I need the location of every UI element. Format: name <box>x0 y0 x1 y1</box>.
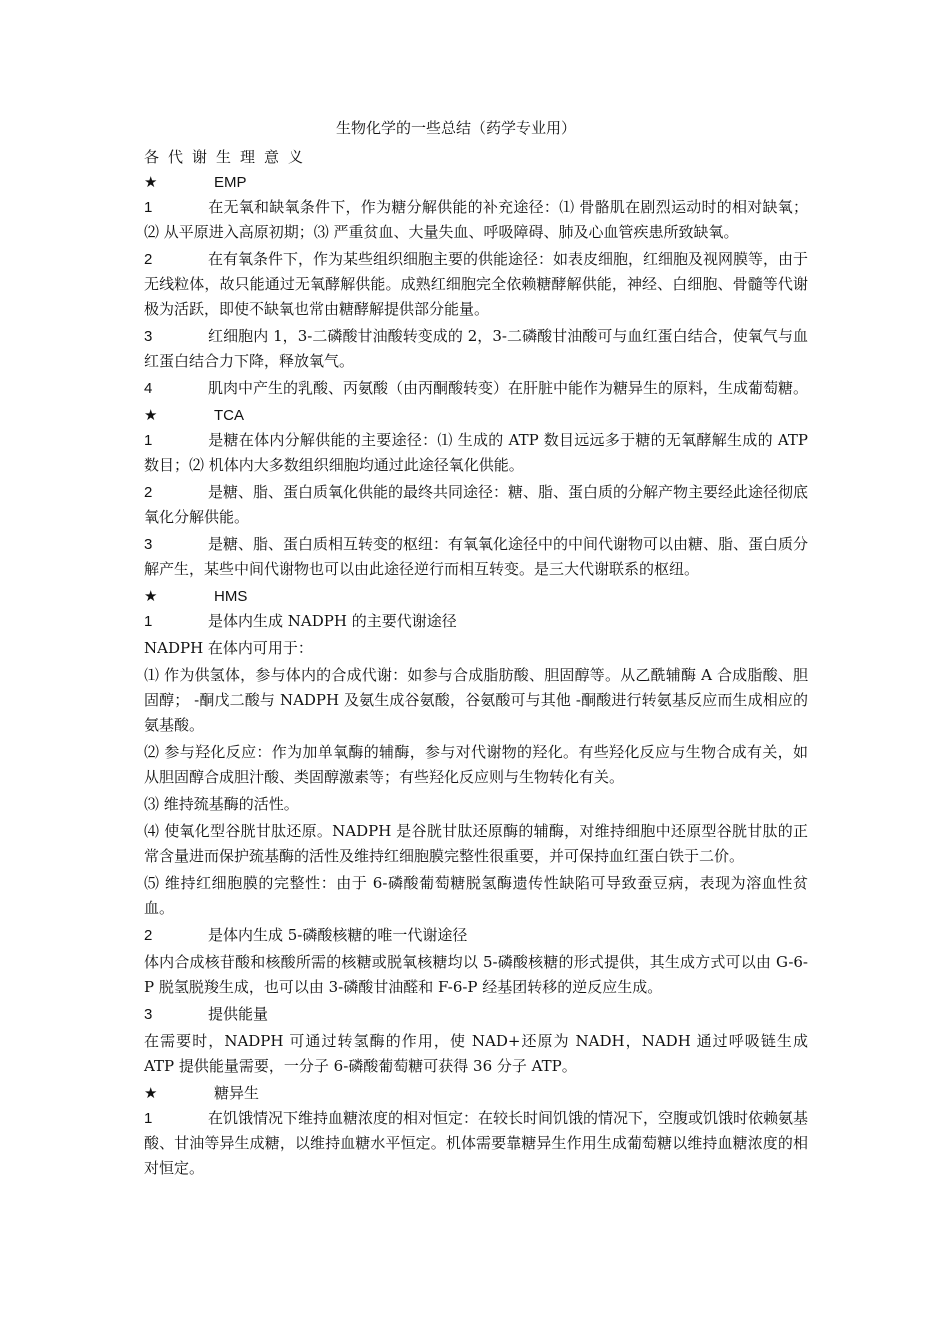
list-item: 3 是糖、脂、蛋白质相互转变的枢纽：有氧氧化途径中的中间代谢物可以由糖、脂、蛋白质分解产生，某些中间代谢物也可以由此途径逆行而相互转变。是三大代谢联系的枢纽。 <box>144 535 809 578</box>
list-item: 1 是体内生成 NADPH 的主要代谢途径 <box>144 612 457 630</box>
heading-label: EMP <box>214 174 247 191</box>
heading-label: 糖异生 <box>214 1085 260 1102</box>
document-content <box>144 116 808 1183</box>
list-item: 3 提供能量 <box>144 1005 269 1023</box>
list-item: 2 在有氧条件下，作为某些组织细胞主要的供能途径：如表皮细胞，红细胞及视网膜等，由于无线粒体，故只能通过无氧酵解供能。成熟红细胞完全依赖糖酵解供能，神经、白细胞、骨髓等代谢极为活跃，即使不缺氧也常由糖酵解提供部分能量。 <box>144 250 809 318</box>
star-icon: ★ <box>144 173 158 191</box>
heading-tca <box>144 403 808 428</box>
heading-label: TCA <box>214 407 244 424</box>
list-item: 4 肌肉中产生的乳酸、丙氨酸（由丙酮酸转变）在肝脏中能作为糖异生的原料，生成葡萄糖。 <box>144 379 809 397</box>
heading-hms <box>144 584 808 609</box>
paragraph: 体内合成核苷酸和核酸所需的核糖或脱氧核糖均以 5-磷酸核糖的形式提供，其生成方式可以由 G-6-P 脱氢脱羧生成，也可以由 3-磷酸甘油醛和 F-6-P 经基团转移的逆反应生成。 <box>144 953 808 996</box>
sub-item: ⑷ 使氧化型谷胱甘肽还原。NADPH 是谷胱甘肽还原酶的辅酶，对维持细胞中还原型谷胱甘肽的正常含量进而保护巯基酶的活性及维持红细胞膜完整性很重要，并可保持血红蛋白铁于二价。 <box>144 822 808 865</box>
sub-item: ⑸ 维持红细胞膜的完整性：由于 6-磷酸葡萄糖脱氢酶遗传性缺陷可导致蚕豆病，表现为溶血性贫血。 <box>144 874 808 917</box>
list-item: 1 是糖在体内分解供能的主要途径：⑴ 生成的 ATP 数目远远多于糖的无氧酵解生成的 ATP 数目；⑵ 机体内大多数组织细胞均通过此途径氧化供能。 <box>144 431 808 474</box>
sub-item: ⑵ 参与羟化反应：作为加单氧酶的辅酶，参与对代谢物的羟化。有些羟化反应与生物合成有关，如从胆固醇合成胆汁酸、类固醇激素等；有些羟化反应则与生物转化有关。 <box>144 743 808 786</box>
list-item: 2 是体内生成 5-磷酸核糖的唯一代谢途径 <box>144 926 468 944</box>
sub-item: ⑴ 作为供氢体，参与体内的合成代谢：如参与合成脂肪酸、胆固醇等。从乙酰辅酶 A 合成脂酸、胆固醇； -酮戊二酸与 NADPH 及氨生成谷氨酸，谷氨酸可与其他 -酮酸进行转氨基反应而生成相应的氨基酸。 <box>144 666 808 734</box>
list-item: 2 是糖、脂、蛋白质氧化供能的最终共同途径：糖、脂、蛋白质的分解产物主要经此途径彻底氧化分解供能。 <box>144 483 809 526</box>
star-icon: ★ <box>144 1084 158 1102</box>
list-item: 1 在无氧和缺氧条件下，作为糖分解供能的补充途径：⑴ 骨骼肌在剧烈运动时的相对缺氧；⑵ 从平原进入高原初期；⑶ 严重贫血、大量失血、呼吸障碍、肺及心血管疾患所致缺氧。 <box>144 198 808 241</box>
section-title: 各代谢生理意义 <box>144 148 313 166</box>
heading-emp <box>144 170 808 195</box>
heading-gluconeogenesis <box>144 1081 808 1106</box>
sub-item: ⑶ 维持巯基酶的活性。 <box>144 795 299 813</box>
paragraph: 在需要时，NADPH 可通过转氢酶的作用，使 NAD+还原为 NADH，NADH 通过呼吸链生成 ATP 提供能量需要，一分子 6-磷酸葡萄糖可获得 36 分子 ATP。 <box>144 1032 808 1075</box>
heading-label: HMS <box>214 588 248 605</box>
nadph-intro: NADPH 在体内可用于： <box>144 639 313 657</box>
list-item: 1 在饥饿情况下维持血糖浓度的相对恒定：在较长时间饥饿的情况下，空腹或饥饿时依赖氨基酸、甘油等异生成糖，以维持血糖水平恒定。机体需要靠糖异生作用生成葡萄糖以维持血糖浓度的相对恒定。 <box>144 1109 809 1177</box>
list-item: 3 红细胞内 1，3-二磷酸甘油酸转变成的 2，3-二磷酸甘油酸可与血红蛋白结合，使氧气与血红蛋白结合力下降，释放氧气。 <box>144 327 808 370</box>
document-title: 生物化学的一些总结（药学专业用） <box>335 119 576 137</box>
star-icon: ★ <box>144 587 158 605</box>
star-icon: ★ <box>144 406 158 424</box>
